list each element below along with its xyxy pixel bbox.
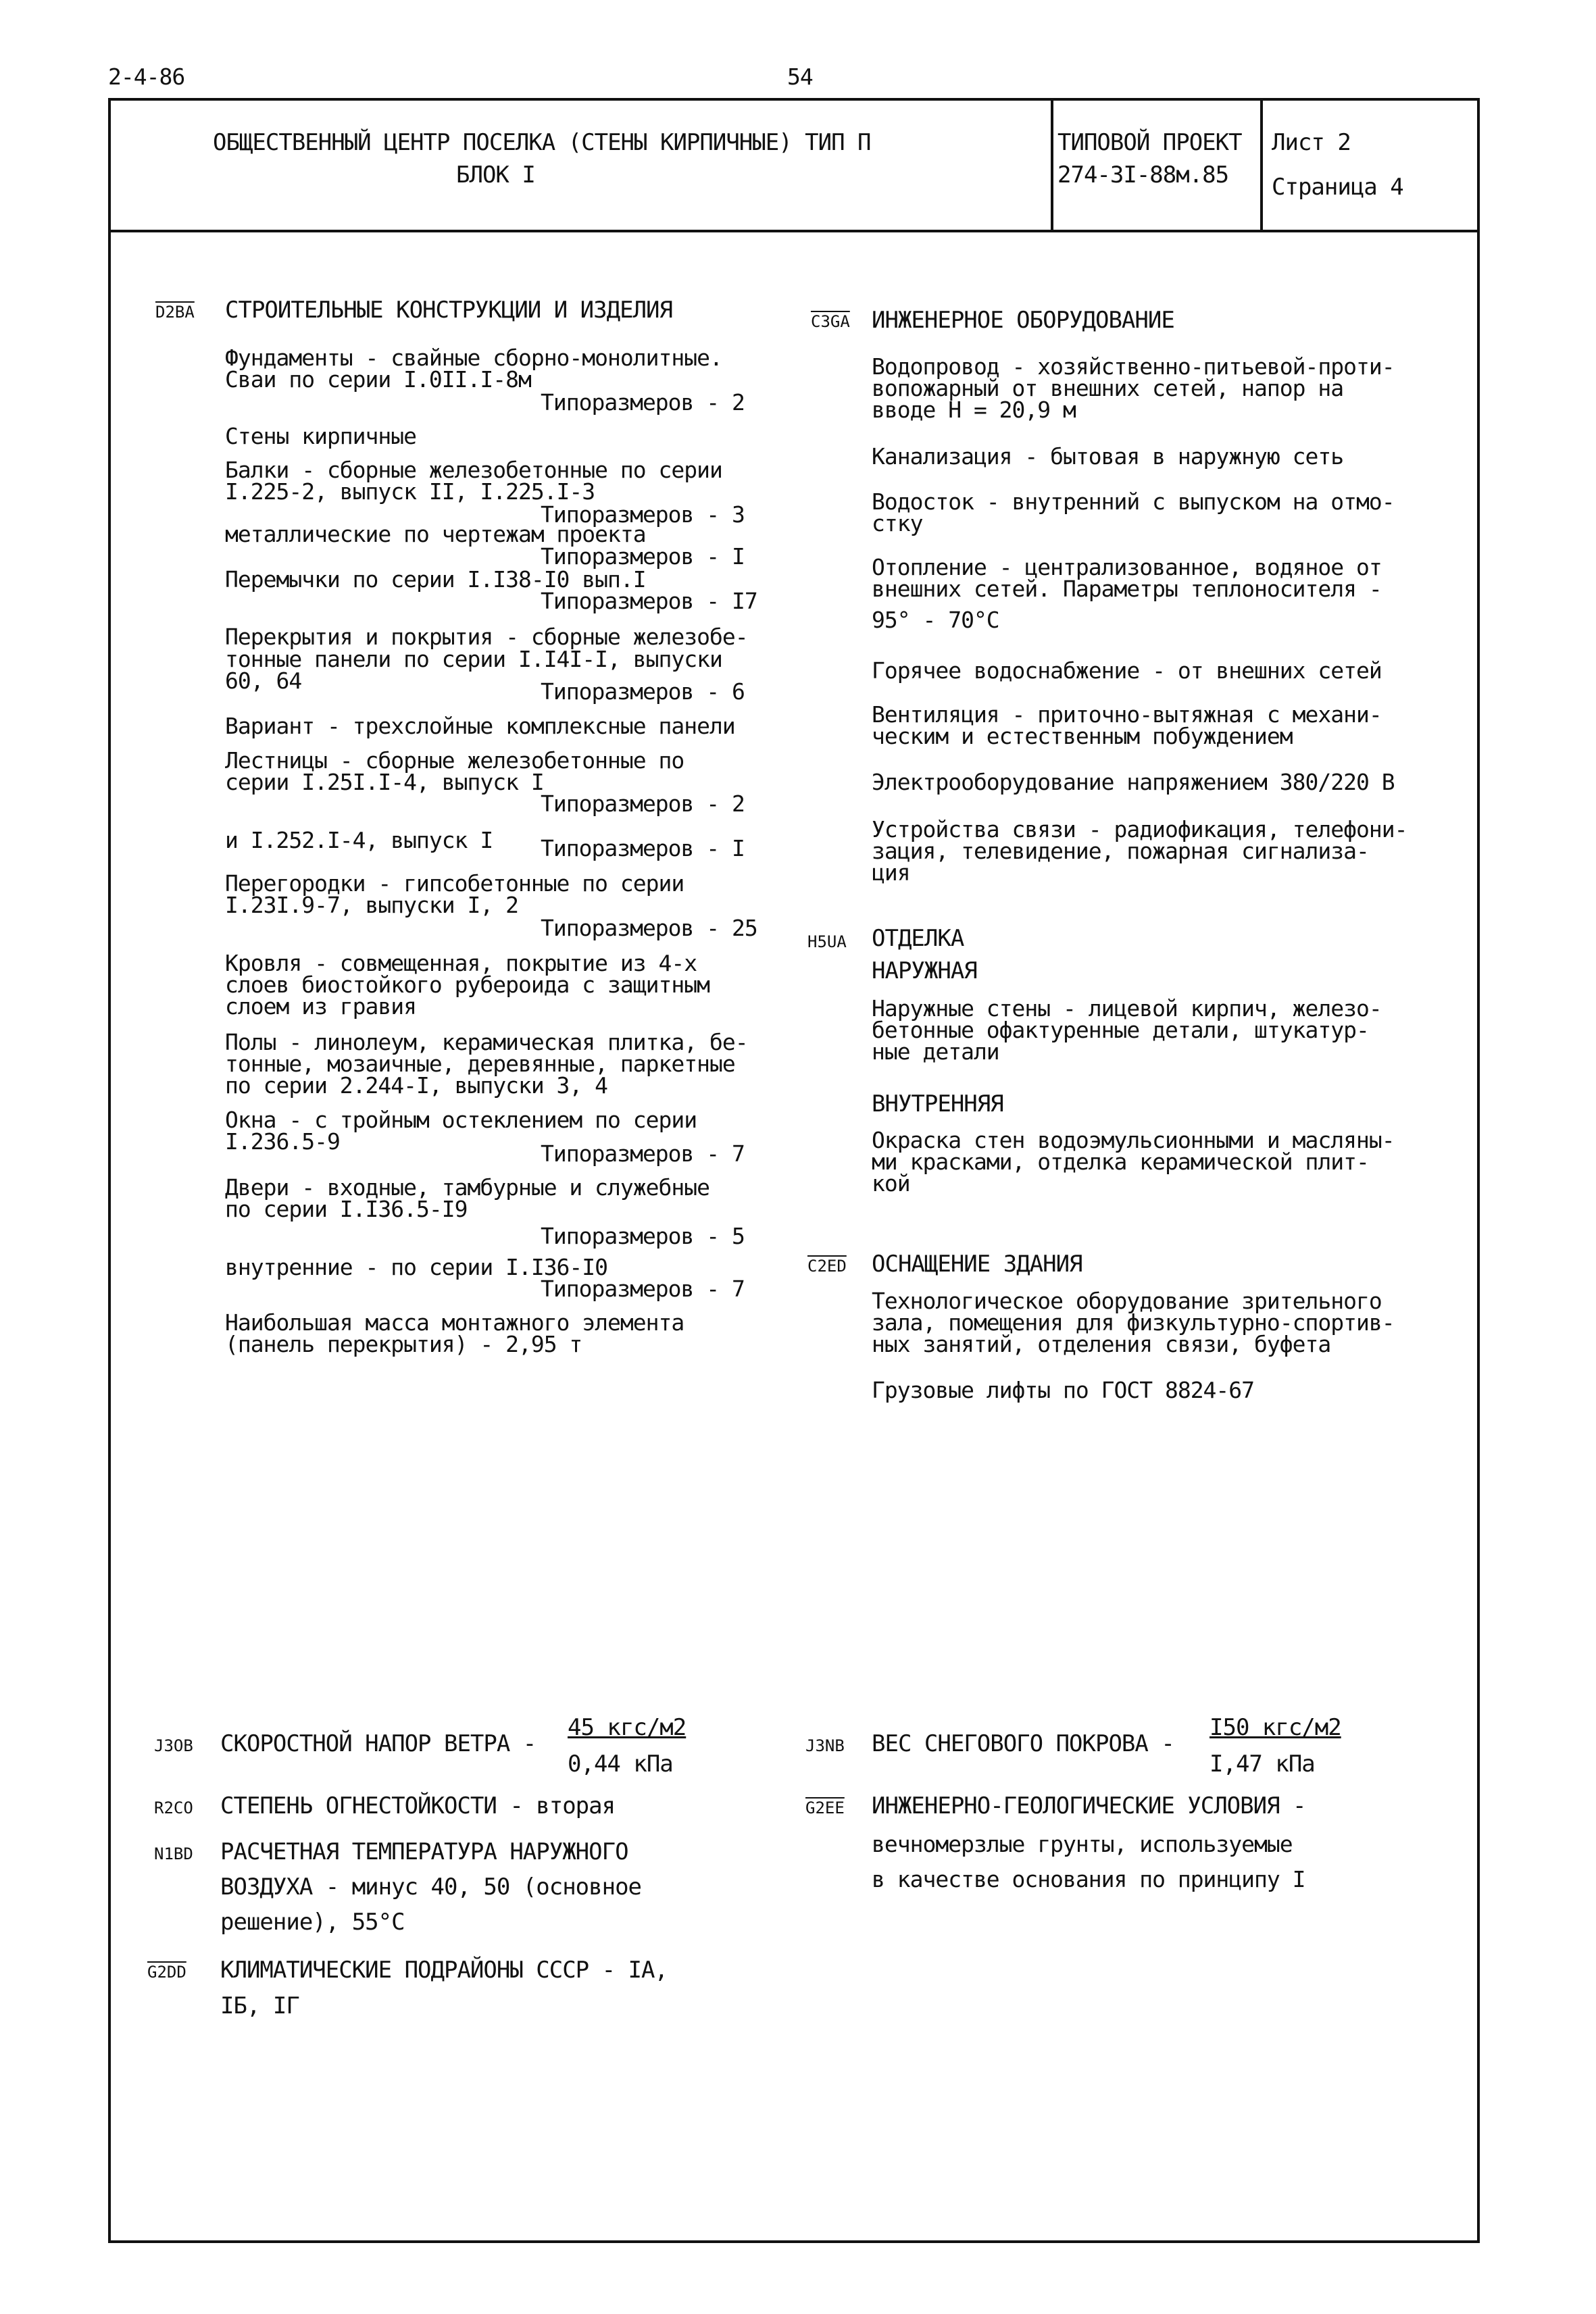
- text-line: Двери - входные, тамбурные и служебные: [225, 1174, 709, 1201]
- text-line: Наибольшая масса монтажного элемента: [225, 1309, 684, 1336]
- temp-line: РАСЧЕТНАЯ ТЕМПЕРАТУРА НАРУЖНОГО: [220, 1838, 628, 1865]
- text-line: (панель перекрытия) - 2,95 т: [225, 1331, 582, 1357]
- text-line: Типоразмеров - 2: [541, 790, 745, 817]
- text-line: Кровля - совмещенная, покрытие из 4-х: [225, 950, 697, 976]
- text-line: Перекрытия и покрытия - сборные железобе-: [225, 624, 748, 650]
- fire-text: СТЕПЕНЬ ОГНЕСТОЙКОСТИ - вторая: [220, 1792, 616, 1819]
- temp-line: ВОЗДУХА - минус 40, 50 (основное: [220, 1873, 642, 1901]
- text-line: Наружные стены - лицевой кирпич, железо-: [872, 995, 1382, 1022]
- finish-int-title: ВНУТРЕННЯЯ: [872, 1090, 1003, 1117]
- snow-denominator: I,47 кПа: [1210, 1751, 1315, 1778]
- text-line: серии I.25I.I-4, выпуск I: [225, 769, 544, 795]
- text-line: бетонные офактуренные детали, штукатур-: [872, 1017, 1369, 1043]
- text-line: Устройства связи - радиофикация, телефони-: [872, 816, 1407, 842]
- equip-title: ОСНАЩЕНИЕ ЗДАНИЯ: [872, 1251, 1082, 1278]
- text-line: металлические по чертежам проекта: [225, 521, 646, 547]
- clim-line: IБ, IГ: [220, 1992, 299, 2019]
- text-line: кой: [872, 1170, 910, 1197]
- text-line: Грузовые лифты по ГОСТ 8824-67: [872, 1377, 1255, 1403]
- text-line: Водосток - внутренний с выпуском на отмо-: [872, 488, 1395, 515]
- text-line: Лестницы - сборные железобетонные по: [225, 747, 684, 774]
- finish-code: H5UA: [807, 932, 847, 951]
- clim-line: КЛИМАТИЧЕСКИЕ ПОДРАЙОНЫ СССР - IА,: [220, 1957, 668, 1984]
- text-line: Электрооборудование напряжением 380/220 В: [872, 769, 1395, 795]
- text-line: Типоразмеров - I7: [541, 588, 757, 614]
- geo-code: G2EE: [805, 1799, 845, 1817]
- text-line: Перемычки по серии I.I38-I0 вып.I: [225, 566, 646, 593]
- header-divider-v1: [1051, 98, 1053, 231]
- geo-line: ИНЖЕНЕРНО-ГЕОЛОГИЧЕСКИЕ УСЛОВИЯ -: [872, 1792, 1306, 1819]
- project-label: ТИПОВОЙ ПРОЕКТ: [1057, 129, 1242, 156]
- project-number: 274-3I-88м.85: [1057, 161, 1229, 188]
- text-line: ция: [872, 859, 910, 886]
- text-line: Типоразмеров - 7: [541, 1276, 745, 1302]
- text-line: Перегородки - гипсобетонные по серии: [225, 870, 684, 897]
- text-line: стку: [872, 510, 923, 536]
- header-divider: [108, 230, 1480, 232]
- text-line: слоев биостойкого рубероида с защитным: [225, 972, 709, 998]
- snow-label: ВЕС СНЕГОВОГО ПОКРОВА -: [872, 1730, 1174, 1757]
- doc-date: 2-4-86: [108, 64, 185, 90]
- geo-line: в качестве основания по принципу I: [872, 1866, 1305, 1892]
- text-line: Полы - линолеум, керамическая плитка, бе-: [225, 1029, 748, 1055]
- text-line: зация, телевидение, пожарная сигнализа-: [872, 838, 1369, 864]
- temp-code: N1BD: [154, 1844, 193, 1863]
- text-line: ные детали: [872, 1038, 999, 1065]
- header-title-1: ОБЩЕСТВЕННЫЙ ЦЕНТР ПОСЕЛКА (СТЕНЫ КИРПИЧНЫЕ) ТИП П: [213, 129, 871, 156]
- text-line: зала, помещения для физкультурно-спортив-: [872, 1309, 1395, 1336]
- text-line: Технологическое оборудование зрительного: [872, 1288, 1382, 1314]
- text-line: Типоразмеров - 7: [541, 1140, 745, 1167]
- text-line: и I.252.I-4, выпуск I: [225, 827, 493, 853]
- text-line: Вариант - трехслойные комплексные панели: [225, 713, 735, 739]
- wind-label: СКОРОСТНОЙ НАПОР ВЕТРА -: [220, 1730, 537, 1757]
- text-line: I.225-2, выпуск II, I.225.I-3: [225, 478, 595, 505]
- text-line: слоем из гравия: [225, 993, 417, 1020]
- text-line: Канализация - бытовая в наружную сеть: [872, 443, 1344, 470]
- section-title: СТРОИТЕЛЬНЫЕ КОНСТРУКЦИИ И ИЗДЕЛИЯ: [225, 297, 672, 324]
- text-line: I.23I.9-7, выпуски I, 2: [225, 892, 518, 918]
- wind-denominator: 0,44 кПа: [568, 1751, 673, 1778]
- text-line: Балки - сборные железобетонные по серии: [225, 457, 722, 483]
- snow-numerator: I50 кгс/м2: [1210, 1714, 1341, 1741]
- wind-numerator: 45 кгс/м2: [568, 1714, 687, 1741]
- sheet-label: Лист 2: [1272, 129, 1351, 156]
- wind-code: J3OB: [154, 1736, 193, 1755]
- text-line: Горячее водоснабжение - от внешних сетей: [872, 657, 1382, 684]
- equip-code: C2ED: [807, 1257, 847, 1276]
- snow-code: J3NB: [805, 1736, 845, 1755]
- geo-line: вечномерзлые грунты, используемые: [872, 1831, 1293, 1857]
- text-line: ных занятий, отделения связи, буфета: [872, 1331, 1331, 1357]
- text-line: I.236.5-9: [225, 1128, 340, 1155]
- text-line: Сваи по серии I.0II.I-8м: [225, 366, 531, 393]
- header-divider-v2: [1260, 98, 1263, 231]
- text-line: Окраска стен водоэмульсионными и масляны-: [872, 1127, 1395, 1153]
- page-label: Страница 4: [1272, 174, 1403, 201]
- text-line: 95° - 70°С: [872, 607, 999, 633]
- text-line: Отопление - централизованное, водяное от: [872, 554, 1382, 580]
- section-code: D2BA: [155, 303, 195, 322]
- text-line: Типоразмеров - I: [541, 543, 745, 570]
- text-line: Типоразмеров - 25: [541, 915, 757, 941]
- text-line: тонные, мозаичные, деревянные, паркетные: [225, 1051, 735, 1077]
- text-line: Вентиляция - приточно-вытяжная с механи-: [872, 701, 1382, 728]
- text-line: внешних сетей. Параметры теплоносителя -: [872, 576, 1382, 602]
- text-line: по серии I.I36.5-I9: [225, 1196, 468, 1222]
- page-number: 54: [787, 64, 813, 90]
- temp-line: решение), 55°С: [220, 1909, 405, 1936]
- eng-code: C3GA: [811, 312, 850, 331]
- text-line: Водопровод - хозяйственно-питьевой-проти-: [872, 353, 1395, 380]
- finish-title: ОТДЕЛКА: [872, 925, 964, 952]
- text-line: Типоразмеров - 3: [541, 501, 745, 528]
- eng-title: ИНЖЕНЕРНОЕ ОБОРУДОВАНИЕ: [872, 307, 1174, 334]
- fire-code: R2CO: [154, 1799, 193, 1817]
- text-line: Типоразмеров - 5: [541, 1223, 745, 1249]
- header-title-2: БЛОК I: [456, 161, 535, 188]
- text-line: 60, 64: [225, 668, 302, 694]
- text-line: Типоразмеров - 2: [541, 389, 745, 416]
- text-line: Типоразмеров - 6: [541, 678, 745, 705]
- text-line: вопожарный от внешних сетей, напор на: [872, 375, 1344, 401]
- text-line: ческим и естественным побуждением: [872, 723, 1293, 749]
- text-line: по серии 2.244-I, выпуски 3, 4: [225, 1072, 608, 1099]
- text-line: тонные панели по серии I.I4I-I, выпуски: [225, 646, 722, 672]
- finish-ext-title: НАРУЖНАЯ: [872, 957, 977, 984]
- text-line: вводе Н = 20,9 м: [872, 397, 1076, 423]
- text-line: внутренние - по серии I.I36-I0: [225, 1254, 608, 1280]
- text-line: Типоразмеров - I: [541, 835, 745, 861]
- text-line: Стены кирпичные: [225, 423, 417, 449]
- text-line: Окна - с тройным остеклением по серии: [225, 1107, 697, 1133]
- text-line: ми красками, отделка керамической плит-: [872, 1149, 1369, 1175]
- text-line: Фундаменты - свайные сборно-монолитные.: [225, 345, 722, 371]
- clim-code: G2DD: [147, 1963, 186, 1982]
